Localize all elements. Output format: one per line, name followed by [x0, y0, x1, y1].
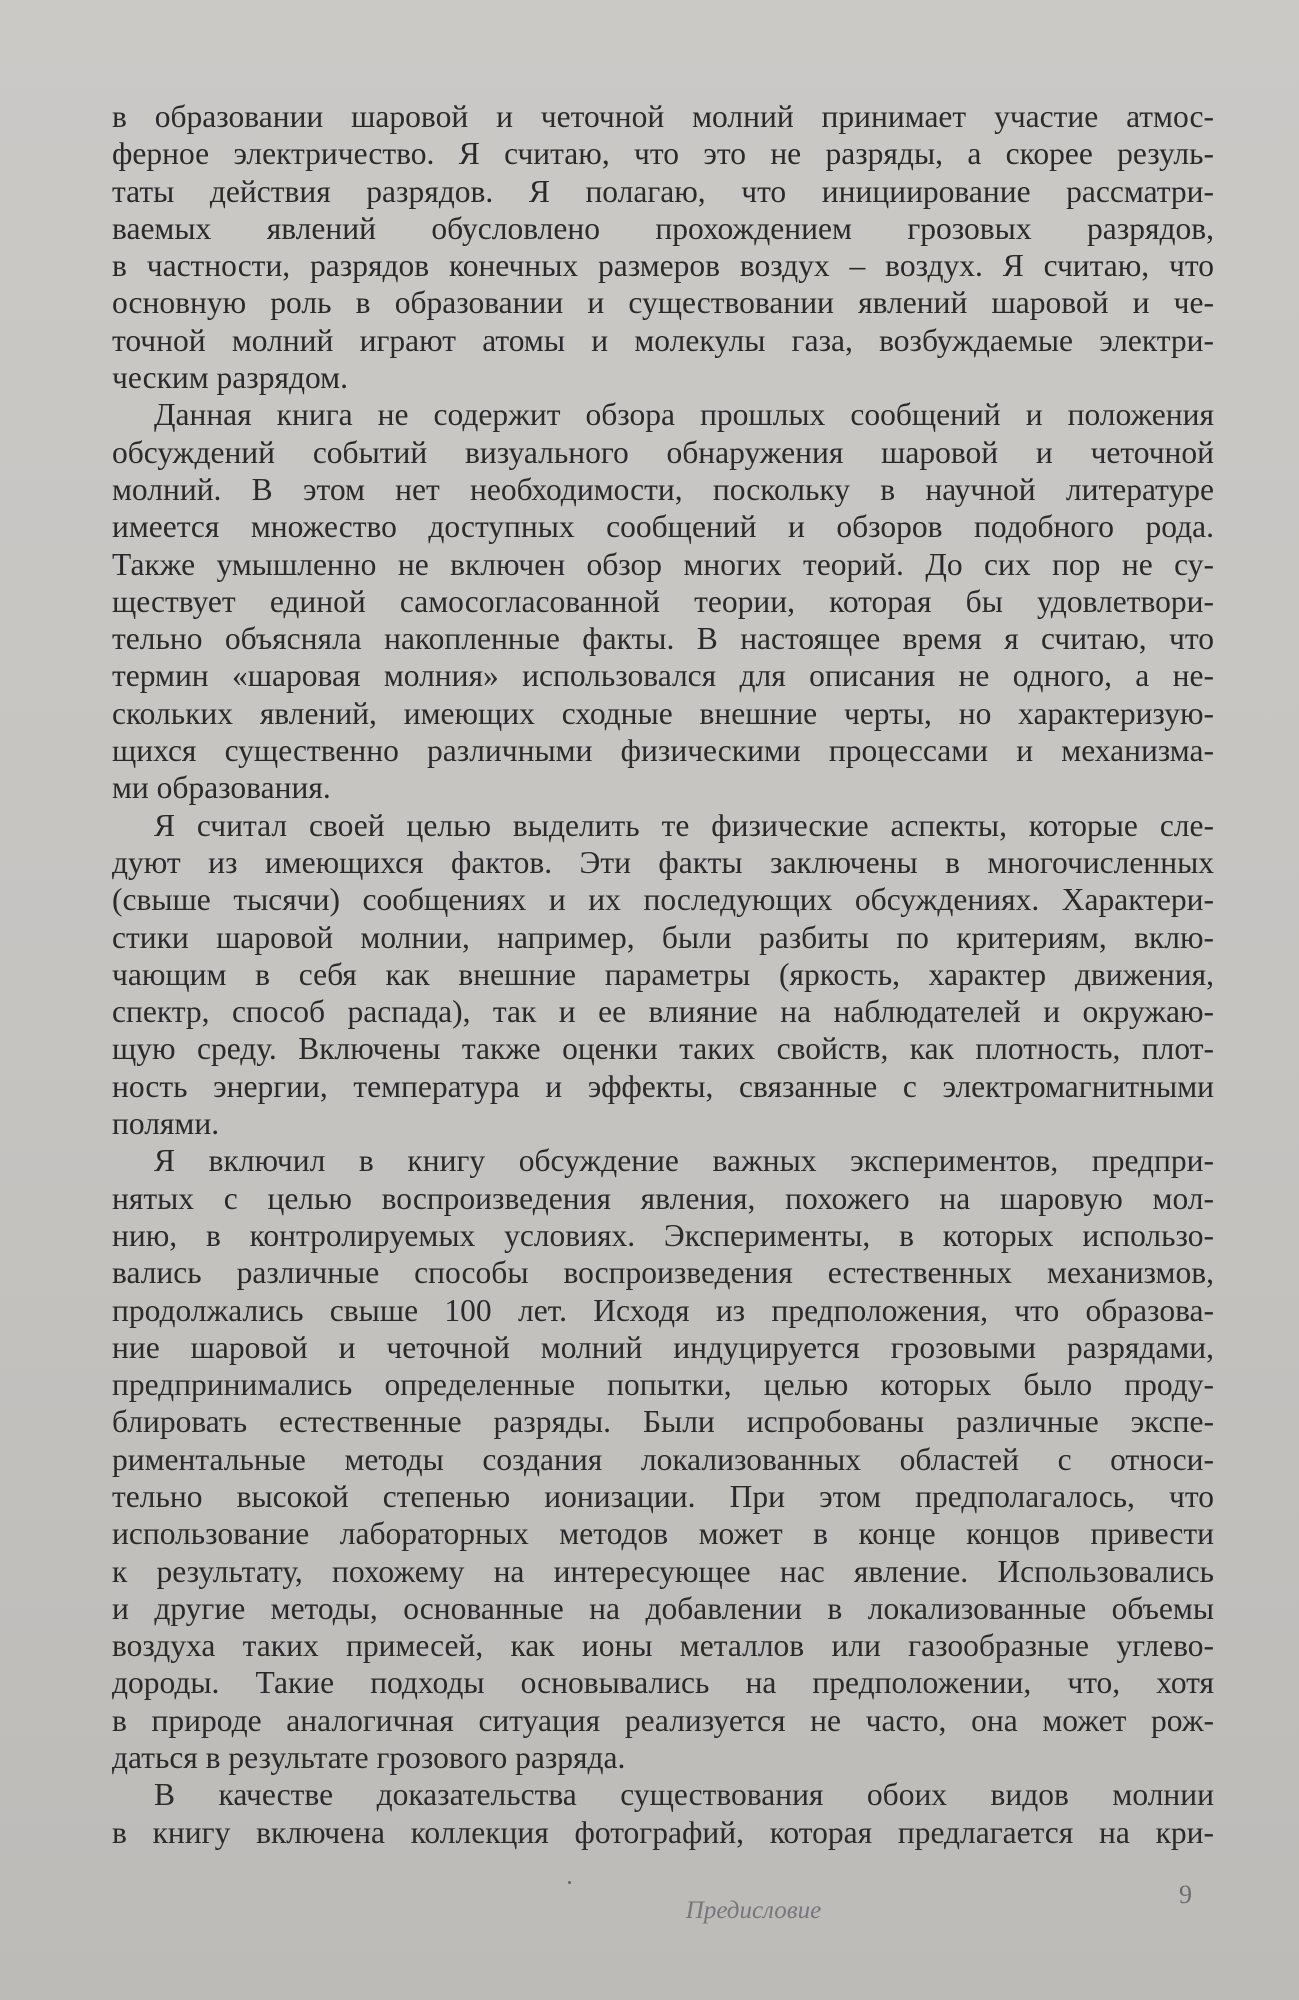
text-line: в частности, разрядов конечных размеров воздух – воздух. Я считаю, что: [112, 248, 1214, 284]
text-line: к результату, похожему на интересующее нас явление. Использовались: [112, 1553, 1214, 1589]
text-line: предпринимались определенные попытки, целью которых было проду-: [112, 1367, 1214, 1403]
text-line: Данная книга не содержит обзора прошлых сообщений и положения: [154, 397, 1214, 433]
paragraph: [112, 1776, 1214, 1851]
text-line: чающим в себя как внешние параметры (яркость, характер движения,: [112, 956, 1214, 992]
text-line: ферное электричество. Я считаю, что это не разряды, а скорее резуль-: [112, 136, 1214, 172]
text-line: термин «шаровая молния» использовался для описания не одного, а не-: [112, 658, 1214, 694]
paragraph: [112, 98, 1214, 396]
text-line: Также умышленно не включен обзор многих теорий. До сих пор не су-: [112, 546, 1214, 582]
paragraph: [112, 396, 1214, 806]
text-line: нятых с целью воспроизведения явления, похожего на шаровую мол-: [112, 1180, 1214, 1216]
text-line: нию, в контролируемых условиях. Эксперименты, в которых использо-: [112, 1217, 1214, 1253]
text-line: полями.: [112, 1106, 220, 1142]
text-line: и другие методы, основанные на добавлении в локализованные объемы: [112, 1590, 1214, 1626]
text-line: воздуха таких примесей, как ионы металлов или газообразные углево-: [112, 1628, 1214, 1664]
text-line: скольких явлений, имеющих сходные внешние черты, но характеризую-: [112, 695, 1214, 731]
text-line: ществует единой самосогласованной теории, которая бы удовлетвори-: [112, 583, 1214, 619]
text-line: (свыше тысячи) сообщениях и их последующих обсуждениях. Характери-: [112, 882, 1214, 918]
text-line: имеется множество доступных сообщений и обзоров подобного рода.: [112, 509, 1214, 545]
text-line: спектр, способ распада), так и ее влияние на наблюдателей и окружаю-: [112, 994, 1214, 1030]
running-title: [0, 1897, 1299, 1925]
text-line: щую среду. Включены также оценки таких свойств, как плотность, плот-: [112, 1031, 1214, 1067]
text-line: точной молний играют атомы и молекулы газа, возбуждаемые электри-: [112, 322, 1214, 358]
text-line: в образовании шаровой и четочной молний принимает участие атмос-: [112, 99, 1214, 134]
text-line: даться в результате грозового разряда.: [112, 1740, 626, 1776]
text-line: ность энергии, температура и эффекты, связанные с электромагнитными: [112, 1068, 1214, 1104]
text-line: в книгу включена коллекция фотографий, которая предлагается на кри-: [112, 1814, 1214, 1850]
running-title-text: Предисловие: [685, 1897, 822, 1924]
text-line: вались различные способы воспроизведения естественных механизмов,: [112, 1255, 1214, 1291]
text-line: Я включил в книгу обсуждение важных экспериментов, предпри-: [154, 1143, 1214, 1179]
text-line: ми образования.: [112, 770, 331, 806]
text-line: молний. В этом нет необходимости, поскольку в научной литературе: [112, 471, 1214, 507]
body-text: [112, 98, 1214, 1851]
text-line: тельно объясняла накопленные факты. В настоящее время я считаю, что: [112, 621, 1214, 657]
text-line: продолжались свыше 100 лет. Исходя из предположения, что образова-: [112, 1292, 1214, 1328]
text-line: тельно высокой степенью ионизации. При этом предполагалось, что: [112, 1478, 1214, 1514]
text-line: в природе аналогичная ситуация реализуется не часто, она может рож-: [112, 1702, 1214, 1738]
text-line: ческим разрядом.: [112, 360, 348, 396]
text-line: Я считал своей целью выделить те физические аспекты, которые сле-: [154, 807, 1214, 843]
text-line: В качестве доказательства существования обоих видов молнии: [154, 1777, 1214, 1813]
text-line: дуют из имеющихся фактов. Эти факты заключены в многочисленных: [112, 844, 1214, 880]
text-line: стики шаровой молнии, например, были разбиты по критериям, вклю-: [112, 919, 1214, 955]
text-line: риментальные методы создания локализованных областей с относи-: [112, 1441, 1214, 1477]
text-line: основную роль в образовании и существовании явлений шаровой и че-: [112, 285, 1214, 321]
text-line: обсуждений событий визуального обнаружения шаровой и четочной: [112, 434, 1214, 470]
page-number: 9: [1179, 1880, 1192, 1909]
text-line: использование лабораторных методов может в конце концов привести: [112, 1516, 1214, 1552]
text-line: ние шаровой и четочной молний индуцируется грозовыми разрядами,: [112, 1329, 1214, 1365]
text-line: блировать естественные разряды. Были испробованы различные экспе-: [112, 1404, 1214, 1440]
text-line: дороды. Такие подходы основывались на предположении, что, хотя: [112, 1665, 1214, 1701]
text-line: щихся существенно различными физическими процессами и механизма-: [112, 733, 1214, 769]
print-speck: [568, 1881, 571, 1884]
text-line: таты действия разрядов. Я полагаю, что инициирование рассматри-: [112, 173, 1214, 209]
paragraph: [112, 807, 1214, 1143]
paragraph: [112, 1142, 1214, 1776]
text-line: ваемых явлений обусловлено прохождением грозовых разрядов,: [112, 210, 1214, 246]
